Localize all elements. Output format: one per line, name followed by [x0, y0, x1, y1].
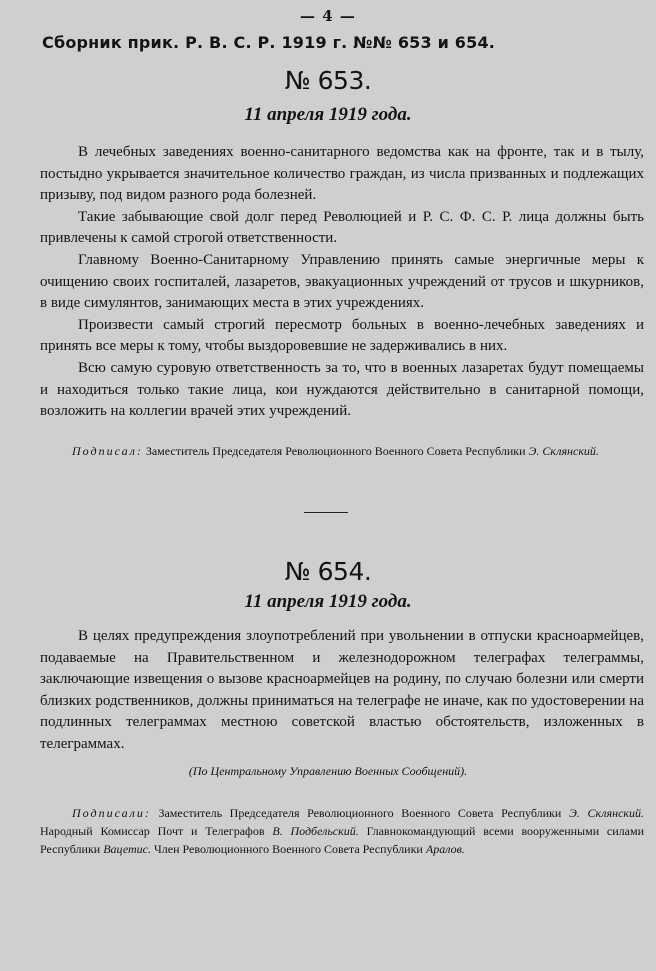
order-654-paragraph: В целях предупреждения злоупотреблений при увольнении в отпуски красноармейцев, подаваемые на Правительственном и железнодорожном телеграфах телеграммы, заключающие извещения о вызове красноармейцев на родину, по случаю болезни или смерти близких родственников, должны приниматься на телеграфе не иначе, как по удостоверении на подлинных телеграммах местною советской властью обстоятельств, изложенных в телеграммах. — [40, 628, 644, 752]
signatory-name: Э. Склянский. — [568, 806, 645, 820]
order-653-body — [40, 142, 644, 423]
order-654-number: № 654. — [284, 557, 372, 586]
signature-label: Подписали: — [72, 806, 151, 820]
signatory-name: Вацетис. — [103, 842, 151, 856]
order-653-paragraph: Такие забывающие свой долг перед Революцией и Р. С. Ф. С. Р. лица должны быть привлечены к самой строгой ответственности. — [40, 208, 644, 247]
signature-text: Заместитель Председателя Революционного Военного Совета Республики — [158, 806, 562, 820]
order-654-note: (По Центральному Управлению Военных Сообщений). — [188, 764, 468, 778]
running-header: Сборник прик. Р. В. С. Р. 1919 г. №№ 653 и 654. — [42, 33, 496, 52]
order-653-paragraph: Главному Военно-Санитарному Управлению принять самые энергичные меры к очищению своих госпиталей, лазаретов, эвакуационных учреждений от трусов и шкурников, в виде симулянтов, занимающих места в этих учреждениях. — [40, 251, 644, 312]
order-653-signature — [40, 442, 644, 460]
signature-text: Главнокомандующий всеми вооруженными силами Республики — [40, 824, 645, 856]
order-653-date: 11 апреля 1919 года. — [244, 104, 412, 125]
section-divider — [304, 512, 348, 513]
order-653-paragraph: Всю самую суровую ответственность за то, что в военных лазаретах будут помещаемы и находиться только такие лица, кои нуждаются действительно в санитарной помощи, возложить на коллегии врачей этих учреждений. — [40, 359, 644, 420]
signatory-name: Э. Склянский. — [528, 444, 599, 458]
signature-text: Народный Комиссар Почт и Телеграфов — [40, 824, 265, 838]
page-number: — 4 — — [300, 7, 356, 25]
order-653-paragraph: Произвести самый строгий пересмотр больных в военно-лечебных заведениях и принять все меры к тому, чтобы выздоровевшие не задерживались в них. — [40, 316, 644, 355]
order-654-body — [40, 626, 644, 756]
signatory-name: В. Подбельский. — [272, 824, 359, 838]
order-653-number: № 653. — [284, 66, 372, 95]
signature-label: Подписал: — [72, 444, 143, 458]
signature-text: Заместитель Председателя Революционного Военного Совета Республики — [145, 444, 526, 458]
order-654-date: 11 апреля 1919 года. — [244, 591, 412, 612]
signature-text: Член Революционного Военного Совета Республики — [154, 842, 423, 856]
order-653-paragraph: В лечебных заведениях военно-санитарного ведомства как на фронте, так и в тылу, постыдно укрывается значительное количество граждан, из числа призванных и подлежащих призыву, под видом разного рода болезней. — [40, 144, 644, 204]
order-654-signature — [40, 804, 644, 858]
signatory-name: Аралов. — [425, 842, 465, 856]
